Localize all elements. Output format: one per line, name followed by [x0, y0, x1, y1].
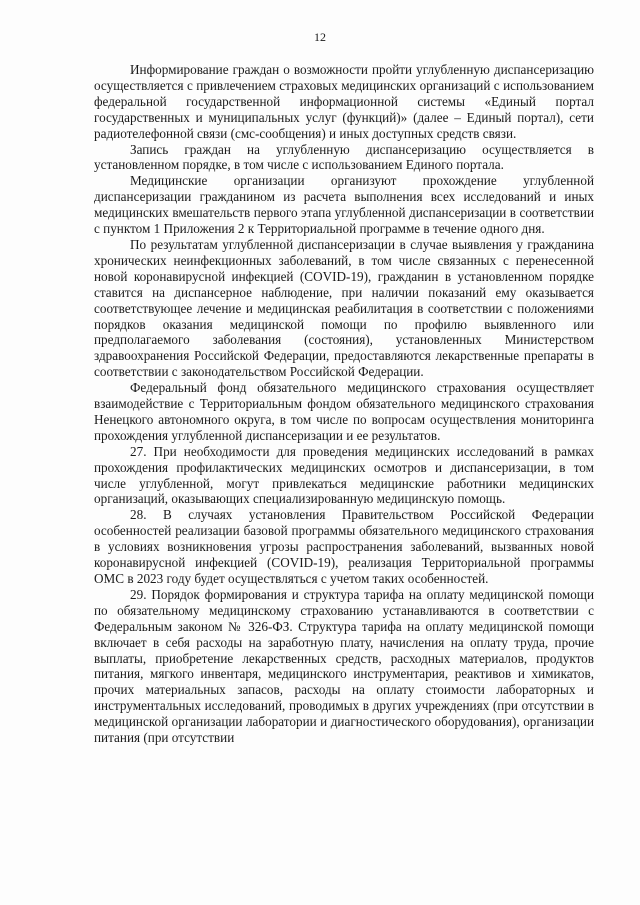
paragraph-medical-organizations: Медицинские организации организуют прохождение углубленной диспансеризации гражданином из расчета выполнения всех исследований и иных медицинских вмешательств первого этапа углубленной диспансеризации в соответствии с пунктом 1 Приложения 2 к Территориальной программе в течение одного дня.	[94, 173, 594, 237]
paragraph-federal-fund: Федеральный фонд обязательного медицинского страхования осуществляет взаимодействие с Территориальным фондом обязательного медицинского страхования Ненецкого автономного округа, в том числе по вопросам осуществления мониторинга прохождения углубленной диспансеризации и ее результатов.	[94, 380, 594, 443]
paragraph-registration: Запись граждан на углубленную диспансеризацию осуществляется в установленном порядке, в том числе с использованием Единого портала.	[94, 141, 594, 173]
paragraph-informing-citizens: Информирование граждан о возможности пройти углубленную диспансеризацию осуществляется с привлечением страховых медицинских организаций с использованием федеральной государственной информационной системы «Единый портал государственных и муниципальных услуг (функций)» (далее – Единый портал), сети радиотелефонной связи (смс-сообщения) и иных доступных средств связи.	[94, 62, 594, 141]
document-body	[94, 62, 594, 746]
paragraph-item-29: 29. Порядок формирования и структура тарифа на оплату медицинской помощи по обязательному медицинскому страхованию устанавливаются в соответствии с Федеральным законом № 326-ФЗ. Структура тарифа на оплату медицинской помощи включает в себя расходы на заработную плату, начисления на оплату труда, прочие выплаты, приобретение лекарственных средств, расходных материалов, продуктов питания, мягкого инвентаря, медицинского инструментария, реактивов и химикатов, прочих материальных запасов, расходы на оплату стоимости лабораторных и инструментальных исследований, проводимых в других учреждениях (при отсутствии в медицинской организации лаборатории и диагностического оборудования), организации питания (при отсутствии	[94, 586, 594, 746]
paragraph-item-28: 28. В случаях установления Правительством Российской Федерации особенностей реализации базовой программы обязательного медицинского страхования в условиях возникновения угрозы распространения заболеваний, вызванных новой коронавирусной инфекцией (COVID-19), реализация Территориальной программы ОМС в 2023 году будет осуществляться с учетом таких особенностей.	[94, 507, 594, 586]
page-number: 12	[314, 30, 326, 44]
paragraph-results: По результатам углубленной диспансеризации в случае выявления у гражданина хронических неинфекционных заболеваний, в том числе связанных с перенесенной новой коронавирусной инфекцией (COVID-19), гражданин в установленном порядке ставится на диспансерное наблюдение, при наличии показаний ему оказывается соответствующее лечение и медицинская реабилитация в соответствии с положениями порядков оказания медицинской помощи по профилю выявленного или предполагаемого заболевания (состояния), установленных Министерством здравоохранения Российской Федерации, предоставляются лекарственные препараты в соответствии с законодательством Российской Федерации.	[94, 236, 594, 380]
paragraph-item-27: 27. При необходимости для проведения медицинских исследований в рамках прохождения профилактических медицинских осмотров и диспансеризации, в том числе углубленной, могут привлекаться медицинские работники медицинских организаций, оказывающих специализированную медицинскую помощь.	[94, 443, 594, 507]
